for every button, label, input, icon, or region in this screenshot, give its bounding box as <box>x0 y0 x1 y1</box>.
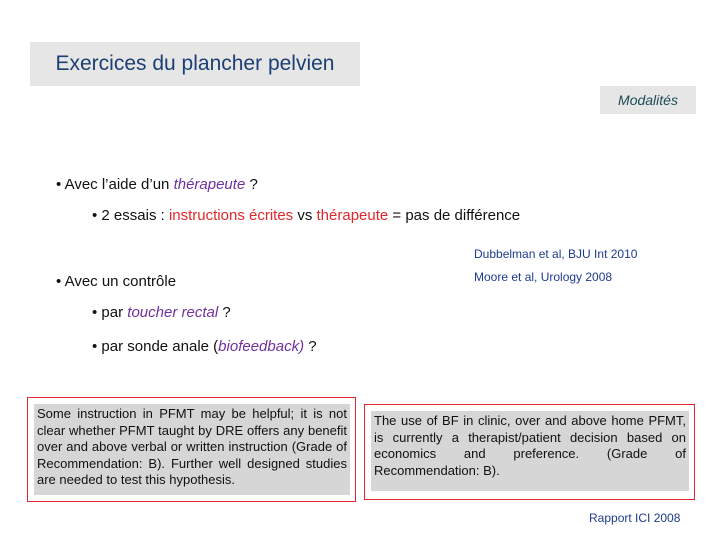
reference-moore: Moore et al, Urology 2008 <box>474 270 613 284</box>
bullet-therapist-prefix: • Avec l’aide d’un <box>56 176 174 193</box>
quote-text-biofeedback: The use of BF in clinic, over and above home PFMT, is currently a therapist/patient decision based on economics and preference. (Grade of Recommendation: B). <box>371 411 689 491</box>
quote-text-pfmt: Some instruction in PFMT may be helpful; it is not clear whether PFMT taught by DRE offers any benefit over and above verbal or written instruction (Grade of Recommendation: B). Further well designed studies are needed to test this hypothesis. <box>34 404 350 495</box>
bullet-anal-probe-suffix: ? <box>304 338 317 355</box>
bullet-rectal-highlight: toucher rectal <box>127 304 219 321</box>
bullet-rectal-suffix: ? <box>218 304 231 321</box>
bullet-therapist-highlight: thérapeute <box>173 176 246 193</box>
bullet-two-trials <box>92 207 520 224</box>
bullet-two-trials-suffix: = pas de différence <box>388 207 521 224</box>
slide-title: Exercices du plancher pelvien <box>55 52 335 75</box>
bullet-anal-probe-highlight: biofeedback) <box>218 338 305 355</box>
section-tag: Modalités <box>618 92 678 108</box>
quote-box-pfmt <box>27 397 356 502</box>
bullet-anal-probe-prefix: • par sonde anale ( <box>92 338 219 355</box>
bullet-control-text: • Avec un contrôle <box>56 273 177 290</box>
section-tag-box <box>600 86 696 114</box>
bullet-anal-probe <box>92 338 317 355</box>
bullet-two-trials-mid: vs <box>293 207 317 224</box>
quote-box-biofeedback <box>364 404 695 500</box>
bullet-two-trials-red1: instructions écrites <box>168 207 294 224</box>
bullet-two-trials-prefix: • 2 essais : <box>92 207 169 224</box>
bullet-therapist-suffix: ? <box>245 176 258 193</box>
slide-title-box <box>30 42 360 86</box>
bullet-two-trials-red2: thérapeute <box>316 207 389 224</box>
reference-dubbelman: Dubbelman et al, BJU Int 2010 <box>474 247 638 261</box>
bullet-rectal-prefix: • par <box>92 304 128 321</box>
bullet-control <box>56 273 176 290</box>
bullet-therapist <box>56 176 258 193</box>
reference-ici-report: Rapport ICI 2008 <box>589 511 681 525</box>
bullet-rectal <box>92 304 231 321</box>
